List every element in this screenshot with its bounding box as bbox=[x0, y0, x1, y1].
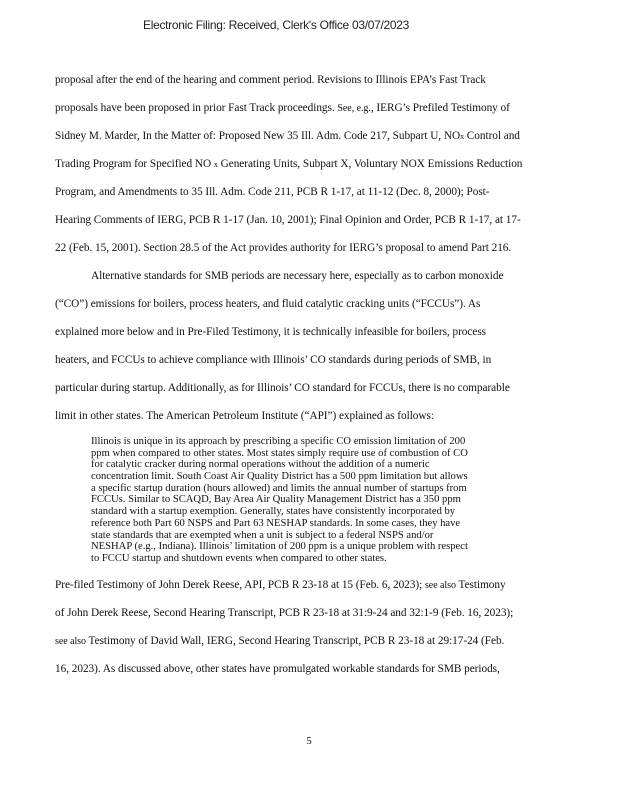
quote-line: Illinois is unique in its approach by prescribing a specific CO emission limitation of 200 bbox=[91, 436, 466, 447]
quote-line: ppm when compared to other states. Most states simply require use of combustion of CO bbox=[91, 447, 468, 459]
text-line bbox=[55, 627, 567, 655]
text-line bbox=[55, 122, 567, 150]
text-line: of John Derek Reese, Second Hearing Transcript, PCB R 23-18 at 31:9-24 and 32:1-9 (Feb. 16, 2023); bbox=[55, 606, 514, 619]
text-line: particular during startup. Additionally, as for Illinois’ CO standard for FCCUs, there is no comparable bbox=[55, 382, 510, 394]
quote-line: for catalytic cracker during normal operations without the addition of a numeric bbox=[91, 459, 430, 471]
text-span: Testimony bbox=[455, 578, 506, 591]
quote-line: FCCUs. Similar to SCAQD, Bay Area Air Quality Management District has a 350 ppm bbox=[91, 494, 461, 506]
quote-line: concentration limit. South Coast Air Quality District has a 500 ppm limitation but allows bbox=[91, 471, 468, 483]
document-body bbox=[55, 66, 567, 683]
text-line: Hearing Comments of IERG, PCB R 1-17 (Jan. 10, 2001); Final Opinion and Order, PCB R 1-17, at 17- bbox=[55, 214, 521, 226]
text-line bbox=[55, 94, 567, 122]
text-line: 22 (Feb. 15, 2001). Section 28.5 of the Act provides authority for IERG’s proposal to amend Part 216. bbox=[55, 242, 512, 254]
text-line: heaters, and FCCUs to achieve compliance with Illinois’ CO standards during periods of SMB, in bbox=[55, 354, 492, 366]
text-line bbox=[55, 571, 567, 599]
text-span: , IERG’s Prefiled Testimony of bbox=[370, 102, 510, 114]
paragraph-1 bbox=[55, 66, 567, 262]
text-span: Trading Program for Specified NO bbox=[55, 158, 214, 170]
text-span: Sidney M. Marder, In the Matter of: Proposed New 35 Ill. Adm. Code 217, Subpart U, NO bbox=[55, 130, 461, 142]
text-span: Generating Units, Subpart X, Voluntary NOX Emissions Reduction bbox=[217, 158, 523, 170]
text-line bbox=[55, 150, 567, 178]
text-span: proposals have been proposed in prior Fast Track proceedings. bbox=[55, 102, 338, 114]
text-line: 16, 2023). As discussed above, other states have promulgated workable standards for SMB periods, bbox=[55, 662, 500, 675]
text-span: Control and bbox=[464, 130, 520, 142]
filing-stamp: Electronic Filing: Received, Clerk's Office 03/07/2023 bbox=[143, 18, 410, 32]
subscript: x bbox=[213, 160, 218, 169]
quote-line: standard with a startup exemption. Generally, states have consistently incorporated by bbox=[91, 506, 456, 518]
paragraph-2 bbox=[55, 262, 567, 430]
text-line: explained more below and in Pre-Filed Testimony, it is technically infeasible for boilers, process bbox=[55, 326, 487, 338]
text-line: proposal after the end of the hearing and comment period. Revisions to Illinois EPA’s Fast Track bbox=[55, 74, 486, 86]
quote-line: NESHAP (e.g., Indiana). Illinois’ limitation of 200 ppm is a unique problem with respect bbox=[91, 541, 468, 553]
text-line: limit in other states. The American Petroleum Institute (“API”) explained as follows: bbox=[55, 410, 434, 422]
text-line: Program, and Amendments to 35 Ill. Adm. Code 211, PCB R 1-17, at 11-12 (Dec. 8, 2000); Post- bbox=[55, 186, 490, 198]
quote-line: state standards that are exempted when a unit is subject to a federal NSPS and/or bbox=[91, 529, 434, 541]
quote-line: to FCCU startup and shutdown events when compared to other states. bbox=[91, 552, 387, 564]
text-line: (“CO”) emissions for boilers, process heaters, and fluid catalytic cracking units (“FCCUs”). As bbox=[55, 298, 481, 310]
text-line: Alternative standards for SMB periods are necessary here, especially as to carbon monoxide bbox=[91, 270, 504, 282]
citation-signal: see also bbox=[424, 579, 456, 591]
text-span: Testimony of David Wall, IERG, Second Hearing Transcript, PCB R 23-18 at 29:17-24 (Feb. bbox=[85, 634, 505, 647]
paragraph-3 bbox=[55, 571, 567, 683]
page-number: 5 bbox=[306, 735, 312, 747]
subscript: x bbox=[460, 132, 465, 141]
quote-line: reference both Part 60 NSPS and Part 63 NESHAP standards. In some cases, they have bbox=[91, 517, 461, 529]
citation-signal: See, e.g. bbox=[337, 103, 371, 114]
quote-line: a specific startup duration (hours allowed) and limits the annual number of startups from bbox=[91, 482, 467, 494]
block-quote bbox=[91, 436, 536, 565]
citation-signal: see also bbox=[55, 635, 86, 647]
text-span: Pre-filed Testimony of John Derek Reese, API, PCB R 23-18 at 15 (Feb. 6, 2023); bbox=[55, 578, 425, 591]
